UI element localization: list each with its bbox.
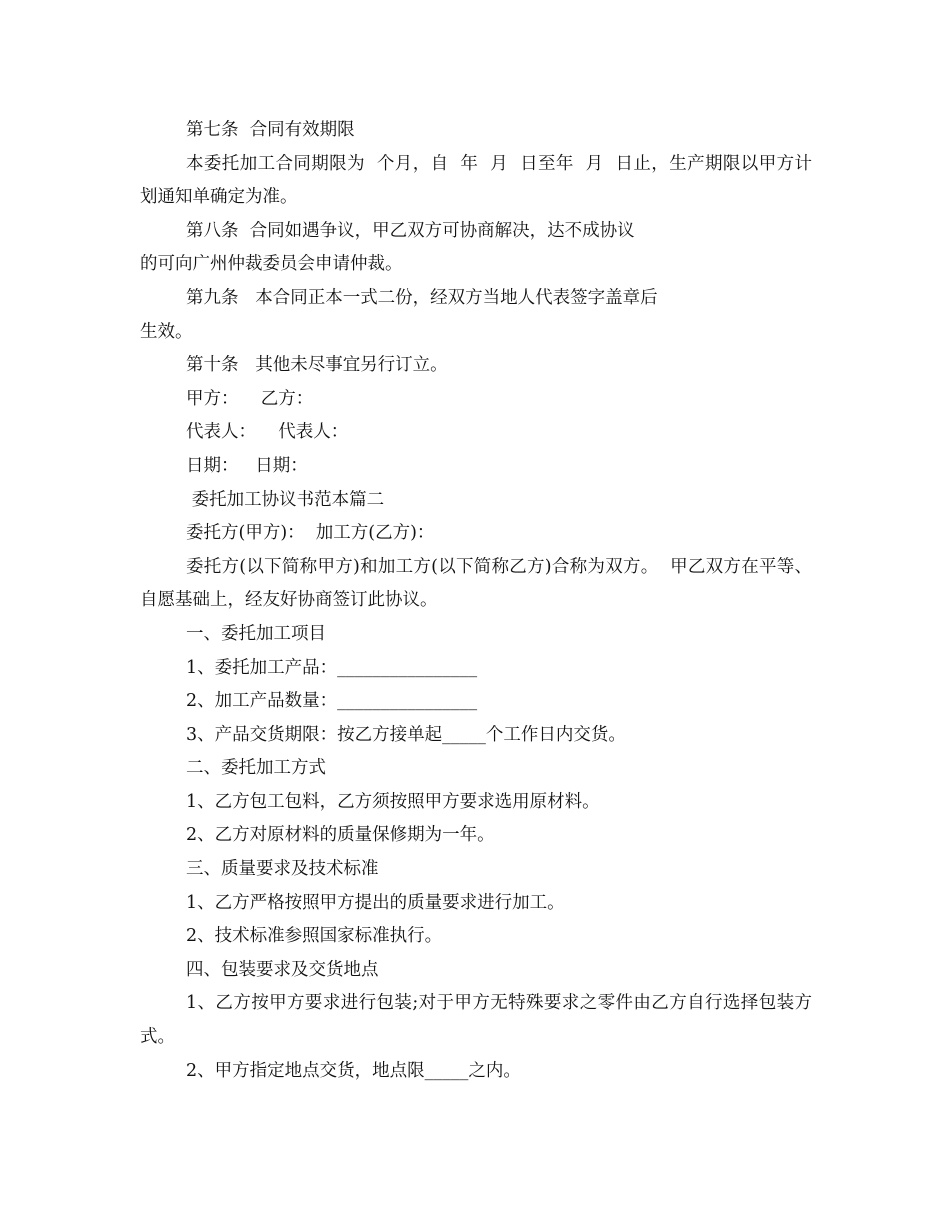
item-1-1: 1、委托加工产品：________________ bbox=[186, 657, 478, 678]
item-2-2: 2、乙方对原材料的质量保修期为一年。 bbox=[186, 825, 495, 846]
representative-signature-line: 代表人： 代表人： bbox=[186, 422, 349, 443]
item-3-2: 2、技术标准参照国家标准执行。 bbox=[186, 926, 443, 947]
date-signature-line: 日期： 日期： bbox=[186, 455, 308, 476]
item-2-1: 1、乙方包工包料，乙方须按照甲方要求选用原材料。 bbox=[186, 791, 600, 812]
item-4-1: 1、乙方按甲方要求进行包装;对于甲方无特殊要求之零件由乙方自行选择包装方式。 bbox=[140, 993, 812, 1048]
article-9-line-1: 第九条 本合同正本一式二份，经双方当地人代表签字盖章后 bbox=[186, 287, 658, 308]
heading-1: 一、委托加工项目 bbox=[186, 623, 326, 644]
article-10: 第十条 其他未尽事宜另行订立。 bbox=[186, 355, 448, 376]
item-1-2: 2、加工产品数量：________________ bbox=[186, 691, 478, 712]
article-8-line-2: 的可向广州仲裁委员会申请仲裁。 bbox=[140, 254, 403, 275]
item-1-3: 3、产品交货期限：按乙方接单起_____个工作日内交货。 bbox=[186, 724, 626, 745]
party-signature-line: 甲方： 乙方： bbox=[186, 388, 314, 409]
heading-2: 二、委托加工方式 bbox=[186, 758, 326, 779]
heading-3: 三、质量要求及技术标准 bbox=[186, 859, 379, 880]
heading-4: 四、包装要求及交货地点 bbox=[186, 959, 379, 980]
item-3-1: 1、乙方严格按照甲方提出的质量要求进行加工。 bbox=[186, 892, 565, 913]
article-8-line-1: 第八条 合同如遇争议，甲乙双方可协商解决，达不成协议 bbox=[186, 220, 635, 241]
section-title-2: 委托加工协议书范本篇二 bbox=[186, 489, 385, 510]
document-body bbox=[140, 114, 812, 1088]
article-9-line-2: 生效。 bbox=[140, 321, 193, 342]
article-7-heading: 第七条 合同有效期限 bbox=[186, 120, 355, 140]
preamble-text: 委托方(以下简称甲方)和加工方(以下简称乙方)合称为双方。 甲乙双方在平等、自愿基础上，经友好协商签订此协议。 bbox=[140, 556, 812, 611]
parties-line: 委托方(甲方)： 加工方(乙方)： bbox=[186, 523, 435, 544]
article-7-text: 本委托加工合同期限为 个月，自 年 月 日至年 月 日止，生产期限以甲方计划通知单确定为准。 bbox=[140, 153, 812, 208]
item-4-2: 2、甲方指定地点交货，地点限_____之内。 bbox=[186, 1060, 521, 1081]
